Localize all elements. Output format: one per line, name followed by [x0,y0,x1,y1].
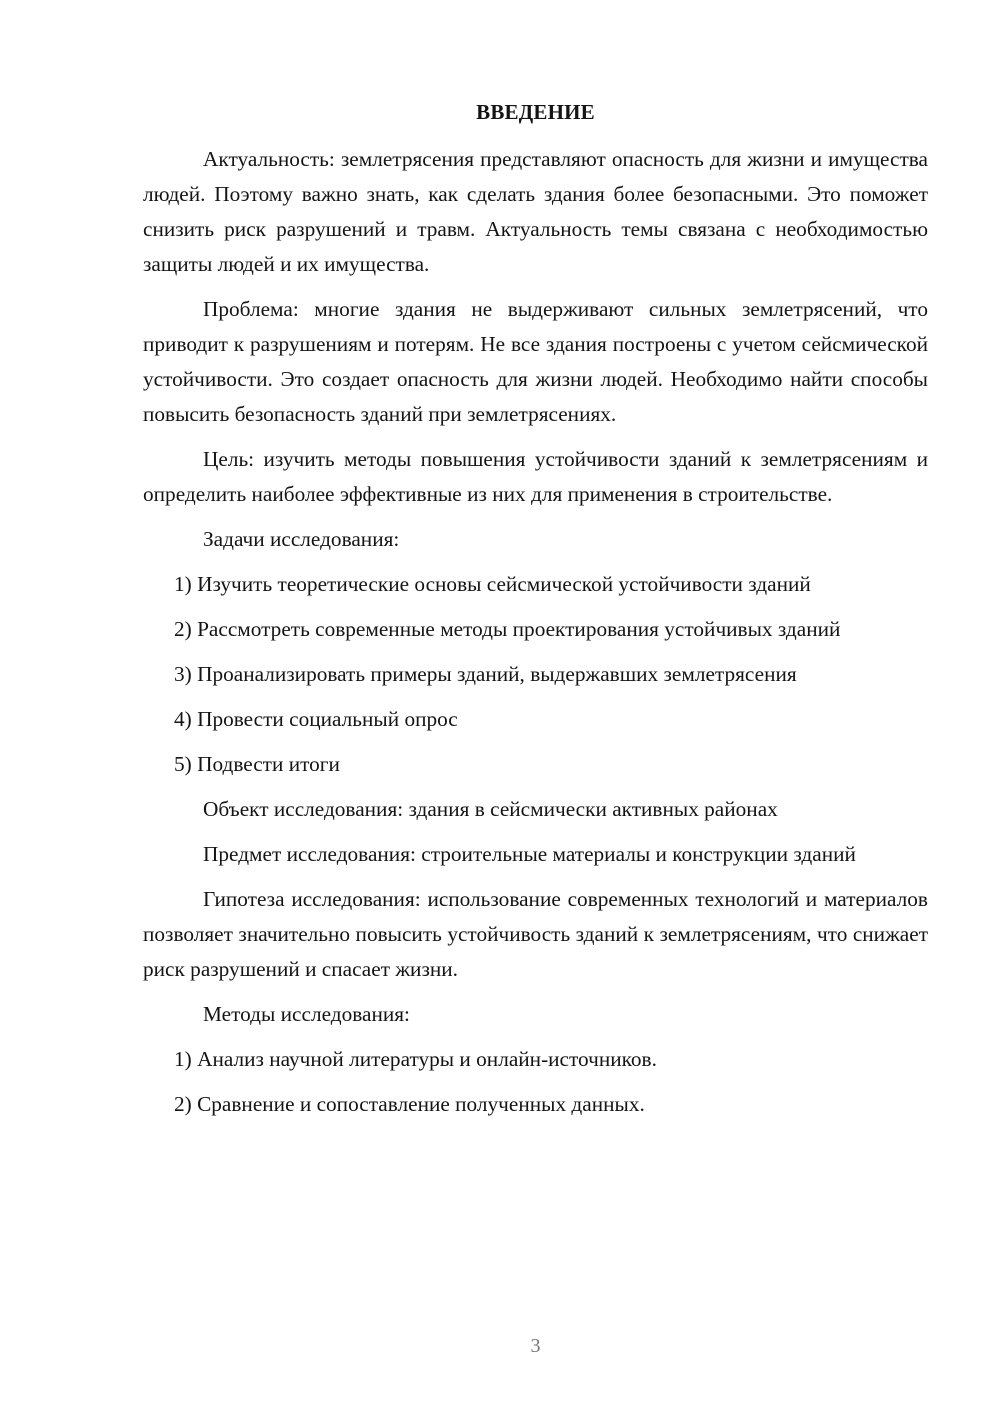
method-item: 1) Анализ научной литературы и онлайн-источников. [174,1047,657,1071]
task-item: 5) Подвести итоги [174,752,340,776]
page-title: ВВЕДЕНИЕ [476,100,595,124]
task-item: 4) Провести социальный опрос [174,707,458,731]
methods-heading: Методы исследования: [203,1002,410,1026]
tasks-heading: Задачи исследования: [203,527,400,551]
subject-paragraph: Предмет исследования: строительные материалы и конструкции зданий [203,842,856,866]
method-item: 2) Сравнение и сопоставление полученных данных. [174,1092,645,1116]
document-page [143,0,928,1414]
task-item: 1) Изучить теоретические основы сейсмической устойчивости зданий [174,572,811,596]
page-number: 3 [530,1335,541,1357]
task-item: 2) Рассмотреть современные методы проектирования устойчивых зданий [174,617,841,641]
problem-paragraph: Проблема: многие здания не выдерживают сильных землетрясений, что приводит к разрушениям и потерям. Не все здания построены с учетом сейсмической устойчивости. Это создает опасность для жизни людей. Необходимо найти способы повысить безопасность зданий при землетрясениях. [143,297,928,426]
hypothesis-paragraph: Гипотеза исследования: использование современных технологий и материалов позволяет значительно повысить устойчивость зданий к землетрясениям, что снижает риск разрушений и спасает жизни. [143,887,928,981]
document-body [143,142,928,1132]
task-item: 3) Проанализировать примеры зданий, выдержавших землетрясения [174,662,797,686]
object-paragraph: Объект исследования: здания в сейсмически активных районах [203,797,778,821]
relevance-paragraph: Актуальность: землетрясения представляют опасность для жизни и имущества людей. Поэтому важно знать, как сделать здания более безопасными. Это поможет снизить риск разрушений и травм. Актуальность темы связана с необходимостью защиты людей и их имущества. [143,147,928,276]
goal-paragraph: Цель: изучить методы повышения устойчивости зданий к землетрясениям и определить наиболее эффективные из них для применения в строительстве. [143,447,928,506]
